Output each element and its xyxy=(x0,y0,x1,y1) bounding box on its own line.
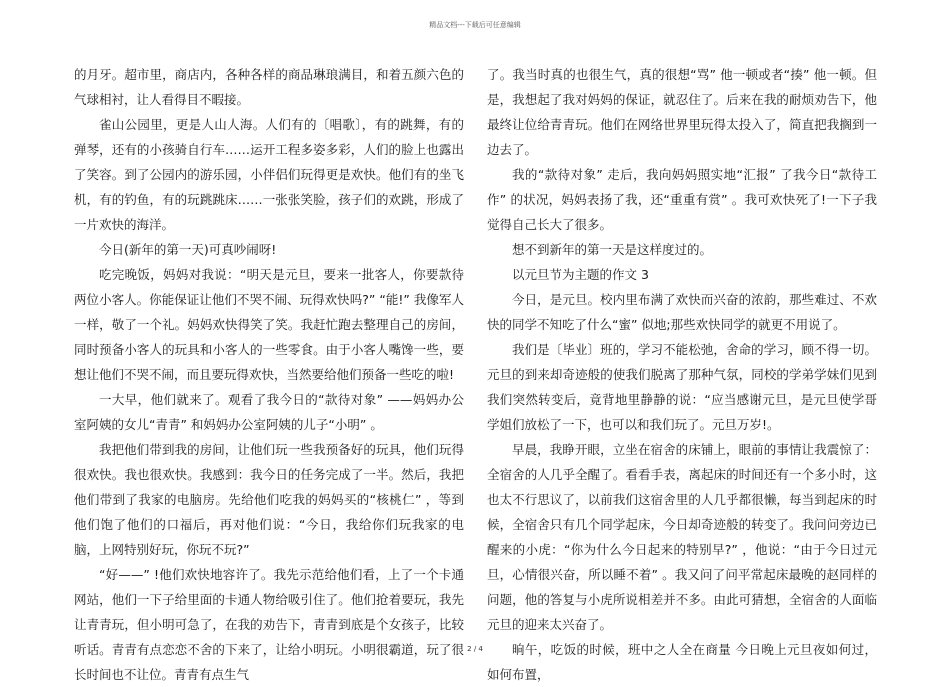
paragraph: 一大早，他们就来了。观看了我今日的“款待对象” ——妈妈办公室阿姨的女儿“青青” 和妈妈办公室阿姨的儿子“小明” 。 xyxy=(74,392,464,432)
paragraph: 我把他们带到我的房间，让他们玩一些我预备好的玩具，他们玩得很欢快。我也很欢快。我感到：我今日的任务完成了一半。然后，我把他们带到了我家的电脑房。先给他们吃我的妈妈买的“核桃仁” ，等到他们饱了他们的口福后，再对他们说：“今日，我给你们玩我家的电脑，上网特别好玩，你玩不玩?” xyxy=(74,442,464,557)
paragraph: 晌午，吃饭的时候，班中之人全在商量 今日晚上元旦夜如何过，如何布置， xyxy=(487,642,877,682)
paragraph: 的月牙。超市里，商店内，各种各样的商品琳琅满目，和着五颜六色的气球相衬，让人看得目不暇接。 xyxy=(74,67,464,107)
paragraph: 了。我当时真的也很生气，真的很想“骂” 他一顿或者“揍” 他一顿。但是，我想起了我对妈妈的保证，就忍住了。后来在我的耐烦劝告下，他最终让位给青青玩。他们在网络世界里玩得太投入了，简直把我搁到一边去了。 xyxy=(487,67,877,157)
right-column xyxy=(487,62,877,687)
paragraph: “好——” !他们欢快地容许了。我先示范给他们看，上了一个卡通网站，他们一下子给里面的卡通人物给吸引住了。他们抢着要玩，我先让青青玩，但小明可急了，在我的劝告下，青青到底是个女孩子，比较听话。青青有点恋恋不舍的下来了，让给小明玩。小明很霸道，玩了很长时间也不让位。青青有点生气 xyxy=(74,567,464,682)
paragraph: 想不到新年的第一天是这样度过的。 xyxy=(512,242,713,257)
paragraph: 早晨，我睁开眼，立坐在宿舍的床铺上，眼前的事情让我震惊了：全宿舍的人几乎全醒了。看看手表，离起床的时间还有一个多小时，这也太不行思议了，以前我们这宿舍里的人几乎都很懒，每当到起床的时候，全宿舍只有几个同学起床，今日却奇迹般的转变了。我问问旁边已醒来的小虎：“你为什么今日起来的特别早?” ，他说：“由于今日过元旦，心情很兴奋，所以睡不着” 。我又问了问平常起床最晚的赵同样的问题，他的答复与小虎所说相差并不多。由此可猜想，全宿舍的人面临元旦的迎来太兴奋了。 xyxy=(487,442,877,632)
page-number: 2 / 4 xyxy=(467,645,483,653)
paragraph: 今日(新年的第一天)可真吵闹呀! xyxy=(99,242,277,257)
paragraph: 我的“款待对象” 走后，我向妈妈照实地“汇报” 了我今日“款待工作” 的状况，妈妈表扬了我，还“重重有赏” 。我可欢快死了!一下子我觉得自己长大了很多。 xyxy=(487,167,877,232)
left-column xyxy=(74,62,464,687)
paragraph: 我们是〔毕业〕班的，学习不能松弛，舍命的学习，顾不得一切。元旦的到来却奇迹般的使我们脱离了那种气氛，同校的学弟学妹们见到我们突然转变后，竟背地里静静的说：“应当感谢元旦，是元旦使学哥学姐们放松了一下，也可以和我们玩了。元旦万岁!。 xyxy=(487,342,877,432)
section-heading: 以元旦节为主题的作文 3 xyxy=(512,267,649,282)
page-header: 精品文档---下载后可任意编辑 xyxy=(429,21,521,29)
paragraph: 今日，是元旦。校内里布满了欢快而兴奋的浓韵，那些难过、不欢快的同学不知吃了什么“蜜” 似地;那些欢快同学的就更不用说了。 xyxy=(487,292,877,332)
paragraph: 雀山公园里，更是人山人海。人们有的〔唱歌〕，有的跳舞，有的弹琴，还有的小孩骑自行车……运开工程多姿多彩，人们的脸上也露出了笑容。到了公园内的游乐园，小伴侣们玩得更是欢快。他们有的坐飞机，有的钓鱼，有的玩跳跳床……一张张笑脸，孩子们的欢跳，形成了一片欢快的海洋。 xyxy=(74,117,464,232)
paragraph: 吃完晚饭，妈妈对我说：“明天是元旦，要来一批客人，你要款待两位小客人。你能保证让他们不哭不闹、玩得欢快吗?” “能!” 我像军人一样，敬了一个礼。妈妈欢快得笑了笑。我赶忙跑去整理自己的房间，同时预备小客人的玩具和小客人的一些零食。由于小客人嘴馋一些，要想让他们不哭不闹，而且要玩得欢快，当然要给他们预备一些吃的啦! xyxy=(74,267,464,382)
